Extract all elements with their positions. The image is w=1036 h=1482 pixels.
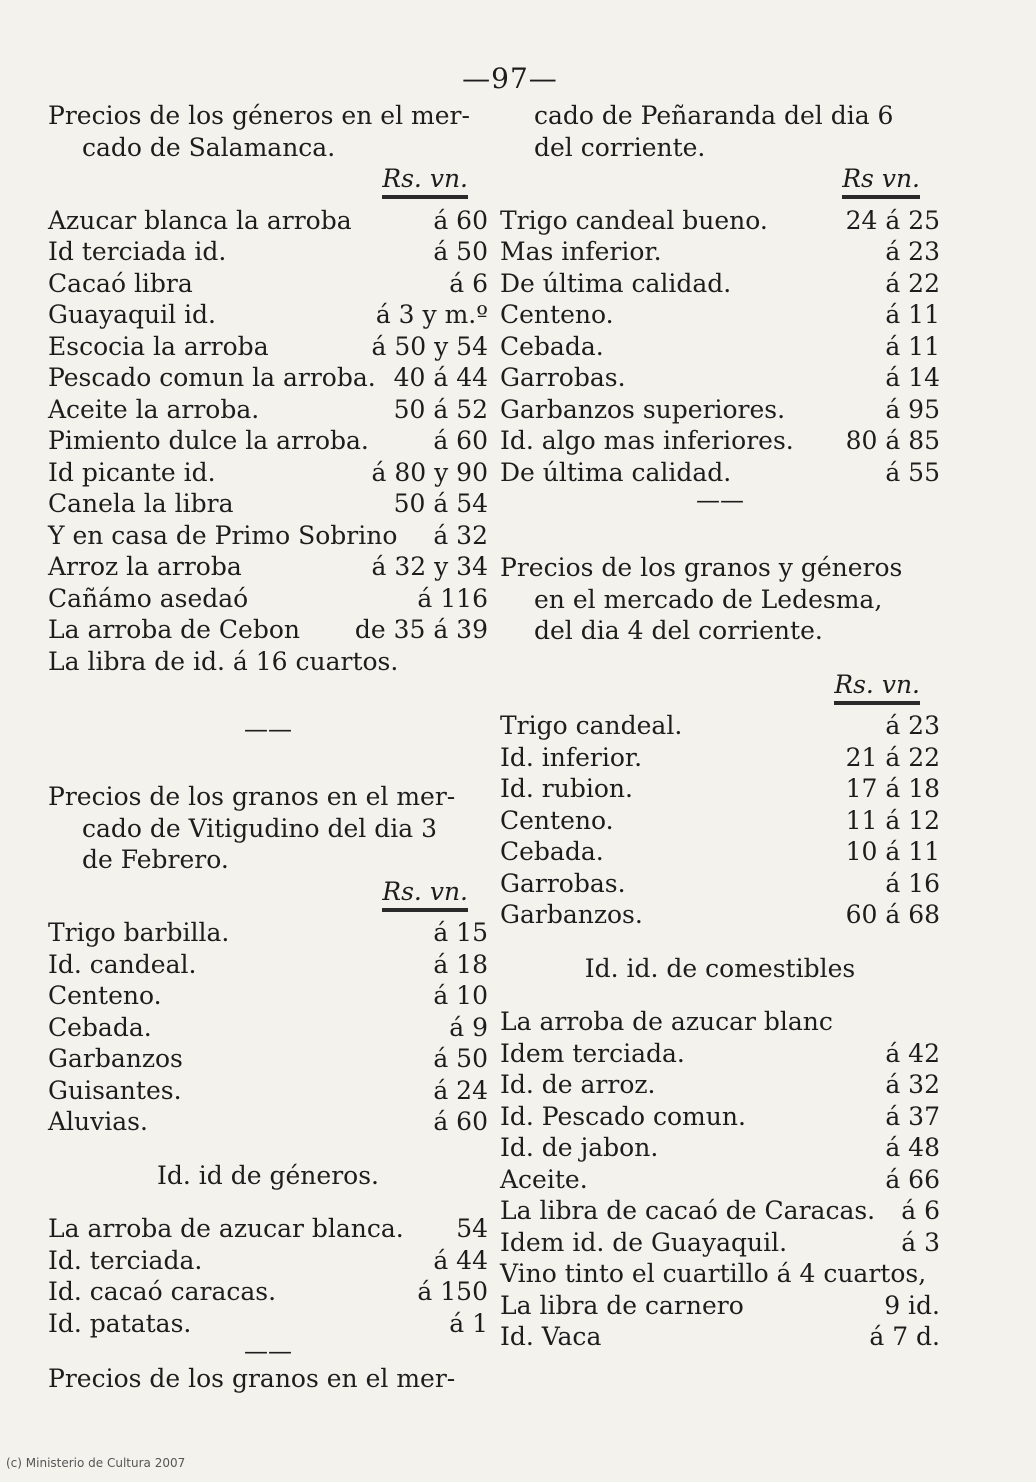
left-column bbox=[48, 100, 488, 1395]
price-row bbox=[48, 1106, 488, 1138]
price-row bbox=[500, 1290, 940, 1322]
section-separator: —— bbox=[696, 486, 744, 514]
price-row bbox=[500, 1321, 940, 1353]
item-price: 50 á 54 bbox=[393, 489, 488, 518]
heading-line: de Febrero. bbox=[82, 845, 229, 874]
heading-line: Precios de los géneros en el mer- bbox=[48, 101, 470, 130]
item-price: á 7 d. bbox=[869, 1322, 940, 1351]
item-label: Trigo candeal. bbox=[500, 711, 683, 740]
item-label: Idem id. de Guayaquil. bbox=[500, 1227, 788, 1257]
price-row bbox=[500, 205, 940, 237]
units-label: Rs. vn. bbox=[48, 876, 488, 908]
penaranda-heading bbox=[500, 100, 940, 163]
item-price: á 116 bbox=[417, 583, 488, 613]
item-price: á 60 bbox=[433, 426, 488, 455]
item-price: á 95 bbox=[885, 394, 940, 424]
price-row bbox=[500, 1164, 940, 1196]
item-price: á 16 bbox=[885, 868, 940, 898]
item-label: Id. algo mas inferiores. bbox=[500, 426, 794, 455]
item-price: 50 á 52 bbox=[393, 394, 488, 424]
heading-line: del corriente. bbox=[534, 132, 706, 162]
price-row bbox=[48, 980, 488, 1012]
item-label: Id. inferior. bbox=[500, 742, 643, 772]
item-label: Id terciada id. bbox=[48, 237, 227, 266]
item-price: á 50 bbox=[433, 237, 488, 266]
item-price: á 44 bbox=[433, 1245, 488, 1275]
price-row bbox=[48, 1213, 488, 1245]
item-price: á 11 bbox=[885, 300, 940, 329]
item-price: á 37 bbox=[885, 1101, 940, 1131]
item-label: Trigo candeal bueno. bbox=[500, 205, 768, 235]
heading-line: cado de Peñaranda del dia 6 bbox=[534, 101, 894, 130]
item-label: Cebada. bbox=[48, 1012, 152, 1042]
item-price: á 23 bbox=[885, 237, 940, 266]
item-price: 21 á 22 bbox=[845, 742, 940, 772]
item-label: Pescado comun la arroba. bbox=[48, 363, 376, 392]
item-label: La libra de carnero bbox=[500, 1290, 744, 1320]
continued-heading: Precios de los granos en el mer- bbox=[48, 1364, 456, 1393]
price-row bbox=[48, 1245, 488, 1277]
price-row bbox=[48, 457, 488, 489]
item-label: Id. Pescado comun. bbox=[500, 1101, 746, 1131]
price-row bbox=[48, 331, 488, 363]
item-price: 54 bbox=[456, 1214, 488, 1243]
item-label: Cebada. bbox=[500, 331, 604, 361]
price-row bbox=[500, 331, 940, 363]
item-label: Id. patatas. bbox=[48, 1308, 192, 1338]
heading-line: Precios de los granos en el mer- bbox=[48, 782, 456, 811]
item-label: La libra de cacaó de Caracas. bbox=[500, 1196, 876, 1225]
price-row bbox=[48, 236, 488, 268]
item-price: á 14 bbox=[885, 363, 940, 392]
price-row bbox=[500, 1038, 940, 1070]
item-price: á 6 bbox=[901, 1196, 940, 1225]
item-label: Aceite la arroba. bbox=[48, 394, 260, 424]
ledesma-price-list bbox=[500, 710, 940, 931]
item-price: á 10 bbox=[433, 981, 488, 1010]
item-label: Id picante id. bbox=[48, 457, 216, 487]
units-label: Rs. vn. bbox=[48, 163, 488, 195]
price-row bbox=[500, 299, 940, 331]
item-label: Id. de jabon. bbox=[500, 1133, 659, 1162]
heading-line: cado de Vitigudino del dia 3 bbox=[82, 813, 438, 843]
item-label: Centeno. bbox=[500, 805, 614, 835]
price-row bbox=[500, 1101, 940, 1133]
price-row bbox=[48, 1308, 488, 1340]
price-row bbox=[500, 805, 940, 837]
item-label: Id. candeal. bbox=[48, 949, 197, 979]
item-label: Cebada. bbox=[500, 837, 604, 866]
item-label: Idem terciada. bbox=[500, 1038, 685, 1068]
comestibles-subheading: Id. id. de comestibles bbox=[584, 953, 856, 983]
vitigudino-heading bbox=[48, 781, 488, 876]
generos-price-list bbox=[48, 1213, 488, 1339]
price-row bbox=[48, 1276, 488, 1308]
item-price: á 80 y 90 bbox=[371, 457, 488, 487]
item-label: Pimiento dulce la arroba. bbox=[48, 426, 369, 455]
item-price: á 18 bbox=[433, 949, 488, 979]
heading-line: cado de Salamanca. bbox=[82, 132, 336, 162]
price-row bbox=[48, 362, 488, 394]
item-price: á 55 bbox=[885, 457, 940, 487]
item-price: de 35 á 39 bbox=[354, 615, 488, 644]
heading-line: del dia 4 del corriente. bbox=[534, 616, 823, 645]
copyright-notice: (c) Ministerio de Cultura 2007 bbox=[6, 1456, 186, 1470]
item-price: á 32 y 34 bbox=[371, 552, 488, 581]
salamanca-heading bbox=[48, 100, 488, 163]
item-label: Id. Vaca bbox=[500, 1322, 602, 1351]
item-price: á 3 y m.º bbox=[375, 300, 488, 329]
vitigudino-price-list bbox=[48, 917, 488, 1138]
price-row bbox=[48, 1043, 488, 1075]
price-row bbox=[500, 899, 940, 931]
item-label: La libra de id. á 16 cuartos. bbox=[48, 646, 399, 676]
item-price: á 32 bbox=[433, 520, 488, 550]
item-price: á 66 bbox=[885, 1164, 940, 1194]
item-label: Canela la libra bbox=[48, 489, 234, 518]
price-row bbox=[48, 520, 488, 552]
price-row bbox=[500, 710, 940, 742]
item-price: 80 á 85 bbox=[845, 426, 940, 455]
price-row bbox=[48, 646, 488, 678]
item-label: Id. rubion. bbox=[500, 774, 633, 803]
price-row bbox=[500, 742, 940, 774]
item-label: La arroba de azucar blanca. bbox=[48, 1214, 404, 1243]
price-row bbox=[48, 551, 488, 583]
item-label: Cacaó libra bbox=[48, 268, 193, 298]
item-label: La arroba de Cebon bbox=[48, 615, 300, 644]
item-label: De última calidad. bbox=[500, 457, 732, 487]
item-price: á 1 bbox=[449, 1308, 488, 1338]
item-label: Aceite. bbox=[500, 1164, 588, 1194]
price-row bbox=[48, 1075, 488, 1107]
item-price: 40 á 44 bbox=[393, 363, 488, 392]
item-price: 24 á 25 bbox=[845, 205, 940, 235]
price-row bbox=[500, 362, 940, 394]
item-price: á 23 bbox=[885, 711, 940, 740]
price-row bbox=[48, 614, 488, 646]
item-label: Garbanzos bbox=[48, 1044, 183, 1073]
generos-subheading: Id. id de géneros. bbox=[157, 1160, 379, 1190]
item-label: Id. de arroz. bbox=[500, 1070, 656, 1099]
item-price: á 9 bbox=[449, 1012, 488, 1042]
price-row bbox=[500, 1195, 940, 1227]
price-row bbox=[48, 583, 488, 615]
price-row bbox=[48, 949, 488, 981]
item-price: á 15 bbox=[433, 918, 488, 947]
price-row bbox=[48, 394, 488, 426]
price-row bbox=[500, 1006, 940, 1038]
price-row bbox=[48, 299, 488, 331]
item-price: á 32 bbox=[885, 1070, 940, 1099]
heading-line: en el mercado de Ledesma, bbox=[534, 584, 883, 614]
item-price: á 50 y 54 bbox=[371, 331, 488, 361]
item-price: á 24 bbox=[433, 1075, 488, 1105]
item-label: Garbanzos. bbox=[500, 900, 643, 929]
price-row bbox=[48, 205, 488, 237]
item-label: Azucar blanca la arroba bbox=[48, 205, 352, 235]
price-row bbox=[500, 268, 940, 300]
units-label: Rs. vn. bbox=[500, 669, 940, 701]
section-separator: —— bbox=[244, 1337, 292, 1365]
item-label: Centeno. bbox=[500, 300, 614, 329]
item-label: Garbanzos superiores. bbox=[500, 394, 786, 424]
item-price: á 42 bbox=[885, 1038, 940, 1068]
item-price: á 22 bbox=[885, 268, 940, 298]
price-row bbox=[500, 1258, 940, 1290]
item-price: 11 á 12 bbox=[845, 805, 940, 835]
item-price: á 50 bbox=[433, 1044, 488, 1073]
item-label: La arroba de azucar blanc bbox=[500, 1007, 833, 1036]
penaranda-price-list bbox=[500, 205, 940, 489]
item-price: á 48 bbox=[885, 1133, 940, 1162]
price-row bbox=[500, 868, 940, 900]
item-label: Centeno. bbox=[48, 981, 162, 1010]
price-row bbox=[48, 268, 488, 300]
item-price: 60 á 68 bbox=[845, 900, 940, 929]
item-label: Trigo barbilla. bbox=[48, 918, 230, 947]
price-row bbox=[500, 236, 940, 268]
item-label: Mas inferior. bbox=[500, 237, 662, 266]
item-price: 17 á 18 bbox=[845, 774, 940, 803]
right-column bbox=[500, 100, 940, 1353]
item-label: Id. terciada. bbox=[48, 1245, 203, 1275]
item-label: Vino tinto el cuartillo á 4 cuartos, bbox=[500, 1259, 927, 1288]
section-separator: —— bbox=[244, 715, 292, 743]
item-label: Y en casa de Primo Sobrino bbox=[48, 520, 398, 550]
price-row bbox=[500, 773, 940, 805]
price-row bbox=[500, 394, 940, 426]
comestibles-price-list bbox=[500, 1006, 940, 1353]
item-price: á 11 bbox=[885, 331, 940, 361]
salamanca-price-list bbox=[48, 205, 488, 678]
ledesma-heading bbox=[500, 552, 940, 647]
units-label: Rs vn. bbox=[500, 163, 940, 195]
item-label: Aluvias. bbox=[48, 1107, 148, 1136]
item-price: á 60 bbox=[433, 205, 488, 235]
item-label: Guisantes. bbox=[48, 1075, 182, 1105]
item-label: Id. cacaó caracas. bbox=[48, 1277, 277, 1306]
item-label: Guayaquil id. bbox=[48, 300, 216, 329]
price-row bbox=[48, 425, 488, 457]
heading-line: Precios de los granos y géneros bbox=[500, 553, 903, 582]
item-label: Garrobas. bbox=[500, 868, 626, 898]
item-price: á 60 bbox=[433, 1107, 488, 1136]
price-row bbox=[500, 1227, 940, 1259]
item-price: 9 id. bbox=[884, 1290, 940, 1320]
item-label: Cañámo asedaó bbox=[48, 583, 249, 613]
item-label: Garrobas. bbox=[500, 363, 626, 392]
item-price: á 3 bbox=[901, 1227, 940, 1257]
price-row bbox=[500, 425, 940, 457]
price-row bbox=[48, 488, 488, 520]
price-row bbox=[500, 1069, 940, 1101]
page-number: —97— bbox=[462, 62, 558, 95]
item-price: 10 á 11 bbox=[845, 837, 940, 866]
item-price: á 6 bbox=[449, 268, 488, 298]
item-price: á 150 bbox=[417, 1277, 488, 1306]
price-row bbox=[500, 457, 940, 489]
item-label: De última calidad. bbox=[500, 268, 732, 298]
price-row bbox=[500, 1132, 940, 1164]
price-row bbox=[48, 1012, 488, 1044]
item-label: Arroz la arroba bbox=[48, 552, 242, 581]
price-row bbox=[500, 836, 940, 868]
item-label: Escocia la arroba bbox=[48, 331, 269, 361]
price-row bbox=[48, 917, 488, 949]
